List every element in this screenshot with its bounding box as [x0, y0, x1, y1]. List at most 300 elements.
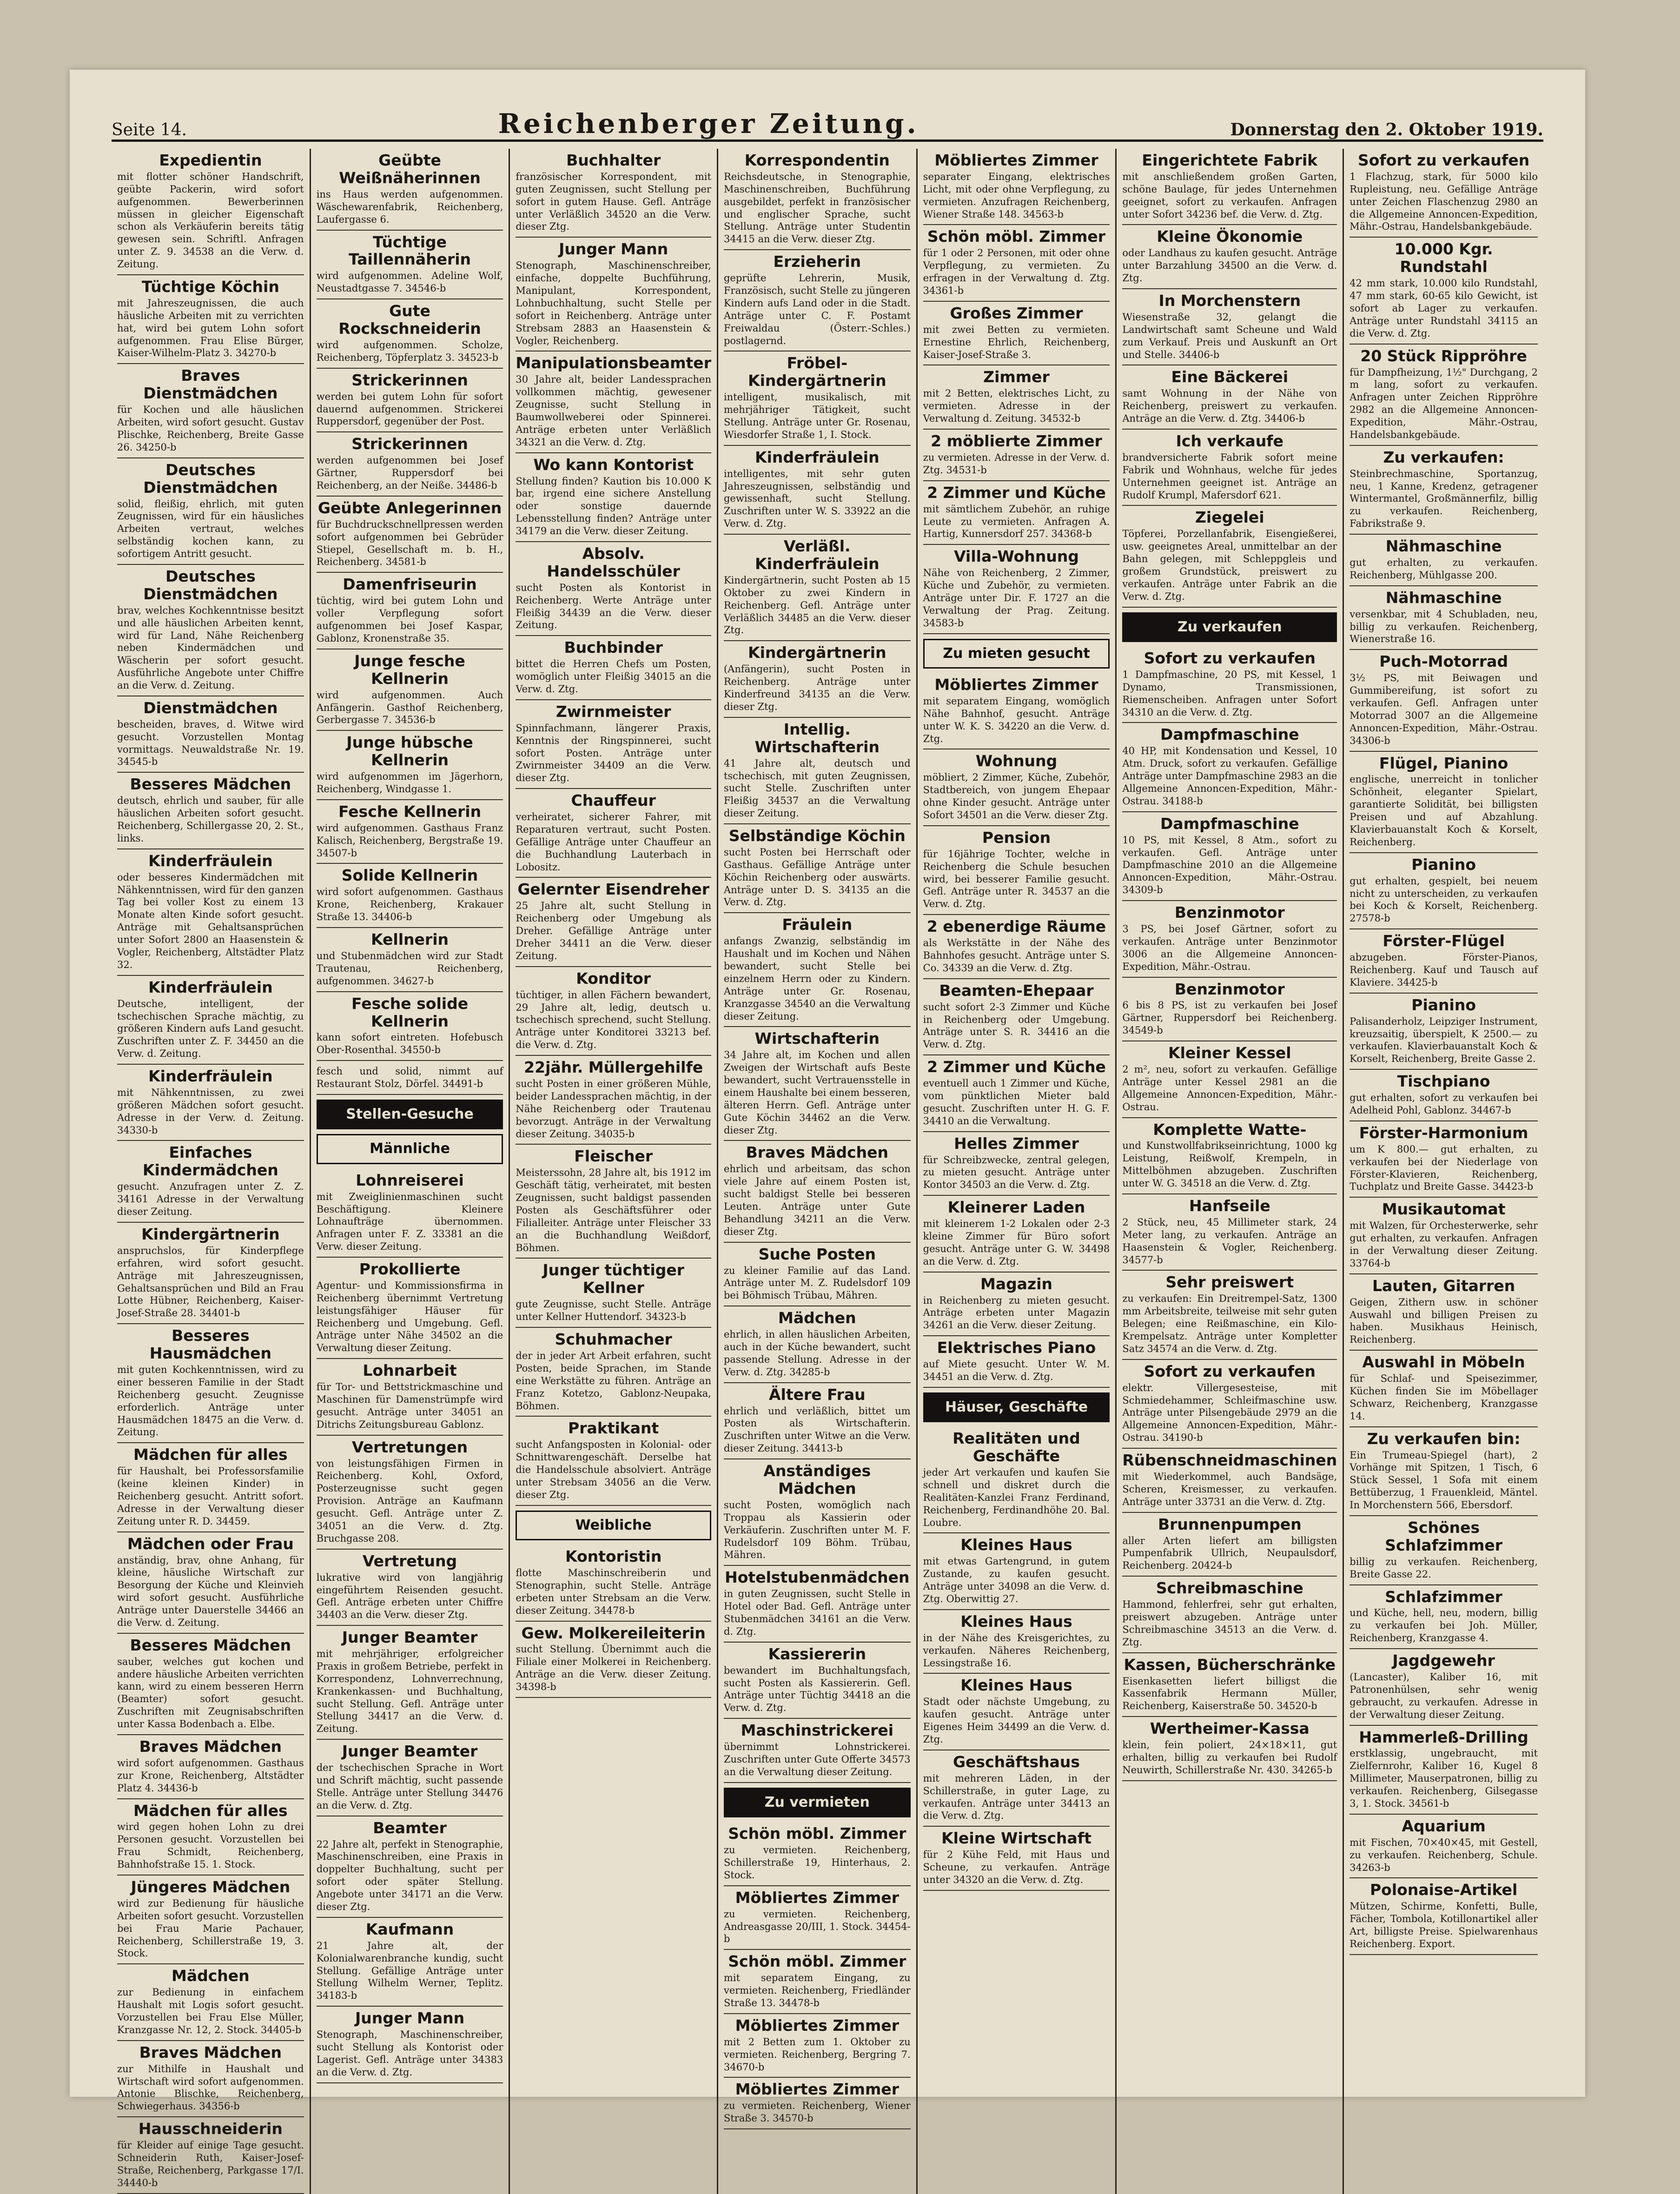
ad-heading: Kellnerin — [371, 930, 449, 948]
ad-text: ehrlich, in allen häuslichen Arbeiten, auch in der Küche bewandert, sucht passende Stellung. Adresse in der Verw. d. Ztg. 34285-b — [723, 1329, 911, 1378]
ad-text: zu vermieten. Reichenberg, Andreasgasse 20/III, 1. Stock. 34454-b — [723, 1908, 911, 1945]
ad-heading: 20 Stück Rippröhre — [1360, 346, 1527, 365]
classified-ad — [1349, 345, 1538, 446]
ad-text: ehrlich und arbeitsam, das schon viele Jahre auf einem Posten ist, sucht baldigst Stelle bei besseren Leuten. Anträge unter Gute Behandlung 34211 an die Verw. dieser Ztg. — [723, 1163, 911, 1237]
section-banner: Zu mieten gesucht — [923, 639, 1110, 669]
newspaper-title: Reichenberger Zeitung. — [498, 108, 919, 139]
classified-ad — [724, 351, 911, 445]
ad-text: abzugeben. Förster-Pianos, Reichenberg. Kauf und Tausch auf Klaviere. 34425-b — [1349, 952, 1538, 988]
ad-text: anspruchslos, für Kinderpflege erfahren, wird sofort gesucht. Anträge mit Jahreszeugnissen, Gehaltsansprüchen und Bild an Frau Lotte Hübner, Reichenberg, Kaiser-Josef-Straße 28. 34401-b — [117, 1245, 304, 1319]
ad-heading: Sofort zu verkaufen — [1357, 151, 1530, 169]
column-5 — [918, 149, 1117, 2194]
classified-ad — [1349, 446, 1538, 535]
ad-heading: Junge fesche Kellnerin — [354, 651, 465, 688]
classified-ad — [724, 2078, 911, 2129]
ad-text: sucht Posten, womöglich nach Troppau als Kassierin oder Verkäuferin. Zuschriften unter M. F. Rudelsdorf 109 Böhm. Trübau, Mähren. — [723, 1499, 911, 1561]
ad-text: kann sofort eintreten. Hofebusch Ober-Rosenthal. 34550-b — [316, 1032, 503, 1056]
ad-heading: Erzieherin — [773, 252, 861, 271]
ad-heading: Mädchen — [778, 1309, 856, 1327]
classified-ad — [317, 1169, 503, 1258]
column-4 — [718, 149, 918, 2194]
ad-text: und Kunstwollfabrikseinrichtung, 1000 kg Leistung, Reißwolf, Krempeln, in Mittelböhmen abzugeben. Zuschriften unter W. G. 34518 an die Verw. d. Ztg. — [1122, 1140, 1337, 1189]
classified-ad — [317, 497, 503, 573]
ad-heading: Besseres Mädchen — [130, 1636, 291, 1654]
ad-heading: Manipulationsbeamter — [516, 354, 711, 372]
ad-text: mit Zweiglinienmaschinen sucht Beschäftigung. Kleinere Lohnaufträge übernommen. Anfragen unter F. Z. 33381 an die Verw. dieser Zeitung. — [316, 1191, 503, 1253]
issue-date: Donnerstag den 2. Oktober 1919. — [1230, 120, 1543, 139]
ad-heading: Rübenschneidmaschinen — [1122, 1451, 1337, 1470]
section-banner: Zu verkaufen — [1122, 612, 1337, 642]
classified-ad — [117, 696, 304, 773]
ad-text: werden aufgenommen bei Josef Gärtner, Ruppersdorf bei Reichenberg, an der Neiße. 34486-b — [316, 455, 503, 491]
classified-ad — [1122, 1717, 1337, 1781]
classified-ad — [1122, 812, 1337, 901]
ad-text: geprüfte Lehrerin, Musik, Französisch, sucht Stelle zu jüngeren Kindern aufs Land oder in die Stadt. Anträge unter C. F. Postamt Freiwaldau (Österr.-Schles.) postlagernd. — [723, 272, 911, 346]
classified-ad — [1349, 1649, 1538, 1725]
classified-ad — [1349, 994, 1538, 1070]
ad-text: auf Miete gesucht. Unter W. M. 34451 an die Verw. d. Ztg. — [923, 1359, 1110, 1382]
ad-heading: Prokollierte — [359, 1260, 461, 1279]
ad-heading: Gute Rockschneiderin — [338, 302, 481, 338]
classified-ad — [1122, 1360, 1337, 1449]
ad-heading: 2 ebenerdige Räume — [926, 917, 1106, 936]
ad-text: mit Wiederkommel, auch Bandsäge, Scheren, Kreismesser, zu verkaufen. Anträge unter 33731 an die Verw. d. Ztg. — [1122, 1471, 1337, 1507]
classified-ad — [516, 967, 711, 1056]
ad-heading: Dampfmaschine — [1160, 814, 1299, 833]
ad-text: werden bei gutem Lohn für sofort dauernd aufgenommen. Strickerei Ruppersdorf, gegenüber der Post. — [316, 391, 503, 427]
section-banner: Häuser, Geschäfte — [923, 1392, 1110, 1422]
classified-ad — [117, 1324, 304, 1443]
ad-heading: Kassen, Bücherschränke — [1124, 1655, 1336, 1674]
classified-ad — [1122, 723, 1337, 812]
classified-ad — [117, 1964, 304, 2041]
classified-ad — [516, 878, 711, 967]
ad-text: aller Arten liefert am billigsten Pumpenfabrik Ullrich, Neupaulsdorf, Reichenberg. 20424-b — [1122, 1535, 1337, 1571]
classified-ad — [516, 1259, 711, 1328]
ad-text: Deutsche, intelligent, der tschechischen Sprache mächtig, zu größeren Kindern aufs Land gesucht. Zuschriften unter Z. F. 34450 an die Verw. d. Zeitung. — [117, 998, 304, 1060]
classified-ad — [724, 1886, 911, 1950]
classified-ad — [923, 149, 1110, 225]
ad-heading: Damenfriseurin — [343, 575, 477, 594]
ad-heading: Mädchen für alles — [133, 1445, 288, 1464]
ad-heading: Kleiner Kessel — [1168, 1044, 1291, 1062]
classified-ad — [1349, 586, 1538, 650]
ad-text: sucht Posten in einer größeren Mühle, beider Landessprachen mächtig, in der Nähe Reichenberg oder Trautenau bevorzugt. Anträge in der Verwaltung dieser Zeitung. 34035-b — [516, 1078, 711, 1140]
classified-ad — [516, 1056, 711, 1145]
classified-ad — [117, 849, 304, 976]
ad-text: Hammond, fehlerfrei, sehr gut erhalten, preiswert abzugeben. Anträge unter Schreibmaschine 34513 an die Verw. d. Ztg. — [1122, 1599, 1337, 1648]
classified-ad — [516, 789, 711, 878]
ad-heading: Sofort zu verkaufen — [1144, 649, 1316, 668]
ad-heading: Praktikant — [568, 1419, 659, 1438]
ad-text: sucht sofort 2-3 Zimmer und Küche in Reichenberg oder Umgebung. Anträge unter S. R. 34416 an die Verw. d. Ztg. — [923, 1001, 1110, 1050]
ad-heading: Konditor — [576, 969, 651, 988]
classified-ad — [1349, 929, 1538, 994]
ad-text: 3½ PS, mit Beiwagen und Gummibereifung, ist sofort zu verkaufen. Gefl. Anfragen unter Motorrad 3007 an die Allgemeine Annoncen-Expedition, Mähr.-Ostrau. 34306-b — [1349, 672, 1538, 746]
ad-heading: Großes Zimmer — [950, 304, 1083, 322]
ad-heading: Braves Dienstmädchen — [143, 366, 278, 403]
ad-heading: Puch-Motorrad — [1379, 652, 1508, 671]
ad-text: zu kleiner Familie auf das Land. Anträge unter M. Z. Rudelsdorf 109 bei Böhmisch Trübau, Mähren. — [723, 1265, 911, 1301]
ad-text: mit kleinerem 1-2 Lokalen oder 2-3 kleine Zimmer für Büro sofort gesucht. Anträge unter G. W. 34498 an die Verw. d. Ztg. — [923, 1218, 1110, 1267]
ad-text: brandversicherte Fabrik sofort meine Fabrik und Wohnhaus, welche für jedes Unternehmen geeignet ist. Anträge an Rudolf Krumpl, Mafersdorf 621. — [1122, 451, 1337, 501]
classified-ad — [117, 2041, 304, 2117]
classified-ad — [1122, 1449, 1337, 1513]
ad-text: Stellung finden? Kaution bis 10.000 K bar, irgend eine sichere Anstellung oder sonstige dauernde Lebensstellung finden? Anträge unter 34179 an die Verw. dieser Zeitung. — [516, 475, 711, 537]
classified-ad — [117, 1634, 304, 1735]
ad-text: gesucht. Anzufragen unter Z. Z. 34161 Adresse in der Verwaltung dieser Zeitung. — [117, 1181, 304, 1218]
classified-ad — [1122, 1513, 1337, 1577]
ad-heading: Buchhalter — [566, 151, 661, 169]
ad-heading: Sehr preiswert — [1165, 1273, 1294, 1292]
ad-heading: Schuhmacher — [555, 1330, 672, 1349]
ad-text: 1 Dampfmaschine, 20 PS, mit Kessel, 1 Dynamo, Transmissionen, Riemenscheiben. Anfragen unter Sofort 34310 an die Verw. d. Ztg. — [1122, 669, 1337, 718]
ad-heading: Junger Beamter — [342, 1628, 478, 1647]
ad-text: mit zwei Betten zu vermieten. Ernestine Ehrlich, Reichenberg, Kaiser-Josef-Straße 3. — [923, 324, 1110, 360]
classified-ad — [1122, 506, 1337, 607]
classified-ad — [117, 458, 304, 565]
ad-heading: Eingerichtete Fabrik — [1142, 151, 1318, 169]
ad-text: für Buchdruckschnellpressen werden sofort aufgenommen bei Gebrüder Stiepel, Gesellschaft m. b. H., Reichenberg. 34581-b — [316, 518, 503, 568]
ad-heading: Kleine Wirtschaft — [941, 1829, 1091, 1848]
ad-heading: Lohnreiserei — [356, 1171, 464, 1189]
classified-ad — [923, 365, 1110, 430]
classified-ad — [923, 302, 1110, 366]
ad-heading: Junger Mann — [355, 2009, 465, 2028]
ad-heading: Kinderfräulein — [148, 1067, 273, 1085]
ad-heading: Wohnung — [975, 752, 1058, 770]
classified-ad — [1349, 1516, 1538, 1585]
ad-heading: Kinderfräulein — [148, 851, 273, 870]
ad-text: Spinnfachmann, längerer Praxis, Kenntnis der Ringspinnerei, sucht sofort Posten. Anträge unter Zwirnmeister 34409 an die Verw. dieser Ztg. — [516, 722, 711, 784]
classified-ad — [516, 700, 711, 789]
ad-heading: Einfaches Kindermädchen — [142, 1143, 278, 1180]
classified-ad — [1122, 1577, 1337, 1653]
ad-heading: Jagdgewehr — [1392, 1651, 1495, 1670]
ad-heading: Zu verkaufen bin: — [1367, 1429, 1521, 1448]
ad-heading: Möbliertes Zimmer — [934, 675, 1098, 694]
ad-text: Palisanderholz, Leipziger Instrument, kreuzsaitig, überspielt, K 2500.— zu verkaufen. Klavierbauanstalt Koch & Korselt, Reichenberg, Breite Gasse 2. — [1349, 1015, 1538, 1065]
ad-heading: Möbliertes Zimmer — [735, 2080, 899, 2099]
classified-ad — [923, 1055, 1110, 1132]
ad-text: wird zur Bedienung für häusliche Arbeiten sofort gesucht. Vorzustellen bei Frau Marie Pachauer, Reichenberg, Schillerstraße 19, 3. Stock. — [117, 1897, 304, 1959]
ad-heading: Selbständige Köchin — [728, 827, 906, 845]
ad-heading: Solide Kellnerin — [341, 866, 478, 885]
ad-heading: Fesche solide Kellnerin — [351, 994, 469, 1030]
classified-ad — [724, 1459, 911, 1566]
ad-heading: Benzinmotor — [1174, 980, 1285, 998]
ad-heading: Kinderfräulein — [148, 978, 273, 996]
ad-text: in guten Zeugnissen, sucht Stelle in Hotel oder Bad. Gefl. Anträge unter Stubenmädchen 34161 an die Verw. d. Ztg. — [723, 1588, 911, 1637]
ad-text: 41 Jahre alt, deutsch und tschechisch, mit guten Zeugnissen, sucht Stelle. Zuschriften unter Fleißig 34537 an die Verwaltung dieser Zeitung. — [723, 757, 911, 819]
classified-ad — [117, 2117, 304, 2194]
classified-ad — [1349, 1815, 1538, 1879]
ad-text: tüchtiger, in allen Fächern bewandert, 29 Jahre alt, ledig, deutsch u. tschechisch sprechend, sucht Stellung. Anträge unter Konditorei 33213 bef. die Verw. d. Ztg. — [516, 989, 711, 1051]
ad-text: sucht Posten bei Herrschaft oder Gasthaus. Gefällige Anträge unter Köchin Reichenberg oder auswärts. Anträge unter D. S. 34135 an die Verw. d. Ztg. — [723, 846, 911, 908]
ad-heading: Pianino — [1411, 855, 1476, 874]
classified-ad — [117, 565, 304, 696]
classified-ad — [117, 773, 304, 849]
ad-heading: Absolv. Handelsschüler — [547, 544, 680, 580]
classified-ad — [923, 749, 1110, 826]
ad-text: Steinbrechmaschine, Sportanzug, neu, 1 Kanne, Kredenz, getragener Wintermantel, Großmännerfilz, billig zu verkaufen. Reichenberg, Fabrikstraße 9. — [1349, 468, 1538, 530]
classified-ad — [923, 826, 1110, 915]
ad-heading: Kassiererin — [768, 1644, 866, 1663]
ad-heading: Förster-Flügel — [1382, 932, 1505, 950]
classified-ad — [117, 1141, 304, 1223]
ad-text: Stadt oder nächste Umgebung, zu kaufen gesucht. Anträge unter Eigenes Heim 34499 an die Verw. d. Ztg. — [923, 1696, 1110, 1745]
classified-ad — [724, 1141, 911, 1242]
ad-heading: Schreibmaschine — [1156, 1579, 1303, 1597]
classified-ad — [317, 800, 503, 864]
ad-text: versenkbar, mit 4 Schubladen, neu, billig zu verkaufen. Reichenberg, Wienerstraße 16. — [1349, 608, 1538, 645]
classified-ad — [317, 299, 503, 369]
ad-heading: Kindergärtnerin — [141, 1225, 280, 1243]
ad-heading: Polonaise-Artikel — [1370, 1881, 1518, 1899]
classified-ad — [1349, 1351, 1538, 1427]
ad-text: gut erhalten, zu verkaufen. Reichenberg, Mühlgasse 200. — [1349, 557, 1538, 581]
ad-heading: Ziegelei — [1195, 508, 1264, 527]
classified-ad — [317, 650, 503, 731]
classified-ad — [923, 673, 1110, 749]
ad-text: erstklassig, ungebraucht, mit Zielfernrohr, Kaliber 16, Kugel 8 Millimeter, Mauserpatronen, billig zu verkaufen. Reichenberg, Gilsegasse 3, 1. Stock. 34561-b — [1349, 1748, 1538, 1809]
column-7 — [1344, 149, 1543, 2194]
ad-text: (Lancaster), Kaliber 16, mit Patronenhülsen, sehr wenig gebraucht, zu verkaufen. Adresse in der Verwaltung dieser Zeitung. — [1349, 1671, 1538, 1720]
classified-ad — [1349, 1274, 1538, 1351]
ad-heading: Kleines Haus — [960, 1612, 1072, 1631]
ad-text: der tschechischen Sprache in Wort und Schrift mächtig, sucht passende Stelle. Anträge unter Stellung 34476 an die Verw. d. Ztg. — [316, 1762, 503, 1811]
ad-heading: Buchbinder — [564, 638, 663, 657]
ad-text: 22 Jahre alt, perfekt in Stenographie, Maschinenschreiben, eine Praxis in doppelter Buchhaltung, sucht per sofort oder später Stellung. Angebote unter 34171 an die Verw. dieser Ztg. — [316, 1838, 503, 1912]
ad-heading: Geschäftshaus — [952, 1752, 1080, 1771]
ad-text: wird aufgenommen. Scholze, Reichenberg, Töpferplatz 3. 34523-b — [316, 339, 503, 363]
classified-ad — [923, 1273, 1110, 1337]
ad-text: sauber, welches gut kochen und andere häusliche Arbeiten verrichten kann, wird zu einem besseren Herrn (Beamter) sofort gesucht. Zuschriften mit Zeugnisabschriften unter Kassa Bodenbach a. Elbe. — [117, 1656, 304, 1730]
classified-ad — [923, 1674, 1110, 1750]
ad-text: französischer Korrespondent, mit guten Zeugnissen, sucht Stellung per sofort in gutem Hause. Gefl. Anträge unter Verläßlich 34520 an die Verw. dieser Ztg. — [516, 171, 711, 232]
classified-ad — [1122, 1041, 1337, 1118]
classified-ad — [724, 250, 911, 351]
ad-text: mit 2 Betten, elektrisches Licht, zu vermieten. Adresse in der Verwaltung d. Zeitung. 34532-b — [923, 388, 1110, 424]
classified-ad — [1122, 289, 1337, 365]
classified-ad — [317, 432, 503, 497]
ad-text: bittet die Herren Chefs um Posten, womöglich unter Fleißig 34015 an die Verw. d. Ztg. — [516, 658, 711, 695]
ad-text: mit mehrjähriger, erfolgreicher Praxis in großem Betriebe, perfekt in Korrespondenz, Lohnverrechnung, Krankenkassen- und Buchhaltung, sucht Stellung. Gefl. Anträge unter Stellung 34417 an die Verw. d. Zeitung. — [316, 1648, 503, 1735]
ad-text: flotte Maschinschreiberin und Stenographin, sucht Stelle. Anträge erbeten unter Strebsam an die Verw. dieser Zeitung. 34478-b — [516, 1567, 711, 1616]
ad-heading: Ich verkaufe — [1176, 432, 1284, 450]
ad-heading: Nähmaschine — [1385, 537, 1502, 556]
classified-ad — [1122, 365, 1337, 430]
classified-ad — [516, 1417, 711, 1505]
ad-heading: Chauffeur — [571, 791, 656, 810]
ad-text: für Dampfheizung, 1½" Durchgang, 2 m lang, sofort zu verkaufen. Anfragen unter Zeichen Rippröhre 2982 an die Allgemeine Annoncen-Expedition, Mähr.-Ostrau, Handelsbankgebäude. — [1349, 366, 1538, 440]
ad-text: Agentur- und Kommissionsfirma in Reichenberg übernimmt Vertretung leistungsfähiger Häuser für Reichenberg und Umgebung. Gefl. Anträge unter Nähe 34502 an die Verwaltung dieser Zeitung. — [316, 1279, 503, 1354]
ad-text: Wiesenstraße 32, gelangt die Landwirtschaft samt Scheune und Wald zum Verkauf. Preis und Auskunft an Ort und Stelle. 34406-b — [1122, 311, 1337, 360]
ad-heading: Eine Bäckerei — [1171, 368, 1289, 386]
classified-ad — [317, 1258, 503, 1359]
classified-ad — [923, 915, 1110, 979]
classified-ad — [923, 1610, 1110, 1674]
ad-heading: Braves Mädchen — [139, 2043, 282, 2061]
classified-ad — [117, 976, 304, 1065]
classified-ad — [317, 573, 503, 649]
classified-ad — [724, 1027, 911, 1141]
ad-text: ehrlich und verläßlich, bittet um Posten als Wirtschafterin. Zuschriften unter Witwe an die Verw. dieser Zeitung. 34413-b — [723, 1405, 911, 1454]
classified-ad — [923, 1132, 1110, 1196]
ad-text: gut erhalten, gespielt, bei neuem nicht zu unterscheiden, zu verkaufen bei Koch & Korselt, Reichenberg. 27578-b — [1349, 875, 1538, 924]
classified-ad — [317, 1436, 503, 1550]
classified-ad — [1349, 1878, 1538, 1955]
ad-text: jeder Art verkaufen und kaufen Sie schnell und diskret durch die Realitäten-Kanzlei Franz Ferdinand, Reichenberg, Ferdinandhöhe 20. Bal. Loubre. — [923, 1467, 1110, 1528]
ad-columns — [112, 149, 1543, 2188]
ad-text: 3 PS, bei Josef Gärtner, sofort zu verkaufen. Anträge unter Benzinmotor 3006 an die Allgemeine Annoncen-Expedition, Mähr.-Ostrau. — [1122, 923, 1337, 972]
ad-heading: Möbliertes Zimmer — [735, 2016, 899, 2035]
classified-ad — [117, 1065, 304, 1141]
ad-text: lukrative wird von langjährig eingeführtem Reisenden gesucht. Gefl. Anträge erbeten unter Chiffre 34403 an die Verw. dieser Ztg. — [316, 1571, 503, 1621]
classified-ad — [516, 351, 711, 453]
ad-heading: Schön möbl. Zimmer — [728, 1952, 906, 1971]
classified-ad — [1349, 238, 1538, 344]
ad-heading: Wo kann Kontorist — [533, 455, 694, 474]
ad-heading: Sofort zu verkaufen — [1144, 1362, 1316, 1380]
classified-ad — [117, 1223, 304, 1324]
page-number: Seite 14. — [112, 120, 187, 139]
ad-text: oder besseres Kindermädchen mit Nähkenntnissen, wird für den ganzen Tag bei voller Kost zu einem 13 Monate alten Kinde sofort gesucht. Anträge mit Gehaltsansprüchen unter Sofort 2800 an Haasenstein & Vogler, Reichenberg, Altstädter Platz 32. — [117, 871, 304, 970]
ad-heading: Geübte Anlegerinnen — [317, 498, 502, 517]
ad-heading: Vertretungen — [351, 1438, 468, 1456]
ad-text: gut erhalten, sofort zu verkaufen bei Adelheid Pohl, Gablonz. 34467-b — [1349, 1092, 1538, 1116]
ad-heading: Helles Zimmer — [954, 1134, 1079, 1153]
classified-ad — [1349, 752, 1538, 853]
ad-text: klein, fein poliert, 24×18×11, gut erhalten, billig zu verkaufen bei Rudolf Neuwirth, Schillerstraße Nr. 430. 34265-b — [1122, 1739, 1337, 1776]
ad-heading: Kindergärtnerin — [748, 643, 886, 662]
ad-text: 40 HP, mit Kondensation und Kessel, 10 Atm. Druck, sofort zu verkaufen. Gefällige Anträge unter Dampfmaschine 2983 an die Allgemeine Annoncen-Expedition, Mähr.-Ostrau. 34188-b — [1122, 745, 1337, 807]
classified-ad — [117, 1443, 304, 1532]
classified-ad — [317, 1550, 503, 1626]
ad-text: (Anfängerin), sucht Posten in Reichenberg. Anträge unter Kinderfreund 34135 an die Verw. dieser Ztg. — [723, 663, 911, 712]
ad-text: 25 Jahre alt, sucht Stellung in Reichenberg oder Umgebung als Dreher. Gefällige Anträge unter Dreher 34411 an die Verw. dieser Zeitung. — [516, 900, 711, 961]
ad-text: verheiratet, sicherer Fahrer, mit Reparaturen vertraut, sucht Posten. Gefällige Anträge unter Chauffeur an die Buchhandlung Lauterbach in Lobositz. — [516, 811, 711, 873]
classified-ad — [1122, 901, 1337, 977]
classified-ad — [117, 1799, 304, 1876]
ad-text: als Werkstätte in der Nähe des Bahnhofes gesucht. Anträge unter S. Co. 34339 an die Verw. d. Ztg. — [923, 937, 1110, 974]
ad-heading: Mädchen für alles — [133, 1801, 288, 1820]
ad-heading: Beamter — [373, 1818, 447, 1837]
classified-ad — [724, 913, 911, 1027]
ad-text: intelligentes, mit sehr guten Jahreszeugnissen, selbständig und gewissenhaft, sucht Stellung. Zuschriften unter W. S. 33922 an die Verw. d. Ztg. — [723, 468, 911, 530]
ad-heading: Korrespondentin — [744, 151, 890, 169]
ad-text: zu verkaufen: Ein Dreitrempel-Satz, 1300 mm Arbeitsbreite, teilweise mit sehr guten Belegen; eine Reißmaschine, ein Kilo-Krempelsatz. Anträge unter Kompletter Satz 34574 an die Verw. d. Ztg. — [1122, 1293, 1337, 1354]
classified-ad — [516, 636, 711, 700]
ad-text: zu vermieten. Reichenberg, Wiener Straße 3. 34570-b — [723, 2100, 911, 2124]
classified-ad — [724, 1822, 911, 1886]
ad-heading: 22jähr. Müllergehilfe — [524, 1058, 703, 1077]
ad-heading: Beamten-Ehepaar — [939, 981, 1094, 1000]
classified-ad — [923, 1196, 1110, 1272]
ad-heading: 2 möblierte Zimmer — [931, 432, 1102, 450]
ad-text: mit separatem Eingang, womöglich Nähe Bahnhof, gesucht. Anträge unter W. K. S. 34220 an die Verw. d. Ztg. — [923, 695, 1110, 744]
classified-ad — [724, 1566, 911, 1642]
ad-text: brav, welches Kochkenntnisse besitzt und alle häuslichen Arbeiten kennt, wird für Land, Nähe Reichenberg neben Kindermädchen und Wäscherin per sofort gesucht. Ausführliche Angebote unter Chiffre an die Verw. d. Zeitung. — [117, 604, 304, 691]
ad-heading: Schön möbl. Zimmer — [728, 1824, 906, 1843]
ad-heading: Musikautomat — [1382, 1200, 1506, 1219]
ad-text: anfangs Zwanzig, selbständig im Haushalt und im Kochen und Nähen bewandert, sucht Stelle bei einzelnem Herrn oder zu Kindern. Anträge unter Gr. Rosenau, Kranzgasse 34540 an die Verwaltung dieser Zeitung. — [723, 935, 911, 1022]
ad-text: intelligent, musikalisch, mit mehrjähriger Tätigkeit, sucht Stellung. Anträge unter Gr. Rosenau, Wiesdorfer Straße 1, I. Stock. — [723, 391, 911, 440]
classified-ad — [1349, 1585, 1538, 1650]
ad-heading: Elektrisches Piano — [937, 1339, 1096, 1357]
classified-ad — [1122, 1653, 1337, 1717]
classified-ad — [724, 1383, 911, 1459]
ad-text: mit guten Kochkenntnissen, wird zu einer besseren Familie in der Stadt Reichenberg gesucht. Zeugnisse erforderlich. Anträge unter Hausmädchen 18475 an die Verw. d. Zeitung. — [117, 1364, 304, 1438]
ad-heading: Expedientin — [159, 151, 262, 169]
ad-heading: Villa-Wohnung — [954, 547, 1079, 566]
classified-ad — [1349, 853, 1538, 929]
ad-text: für 1 oder 2 Personen, mit oder ohne Verpflegung, zu vermieten. Zu erfragen in der Verwaltung d. Ztg. 34361-b — [923, 247, 1110, 296]
ad-heading: Kleines Haus — [960, 1536, 1072, 1554]
ad-heading: Kontoristin — [565, 1547, 662, 1566]
ad-heading: Geübte Weißnäherinnen — [339, 151, 481, 187]
ad-text: Stenograph, Maschinenschreiber, einfache, doppelte Buchführung, Manipulant, Korrespondent, Lohnbuchhaltung, sucht Stelle per sofort in Reichenberg. Anträge unter Strebsam 2883 an Haasenstein & Vogler, Reichenberg. — [516, 260, 711, 346]
ad-text: zu vermieten. Adresse in der Verw. d. Ztg. 34531-b — [923, 451, 1110, 476]
ad-heading: Wirtschafterin — [754, 1029, 880, 1048]
ad-heading: Gew. Molkereileiterin — [521, 1624, 706, 1642]
classified-ad — [117, 1876, 304, 1964]
ad-heading: Pension — [982, 828, 1051, 847]
ad-text: bescheiden, braves, d. Witwe wird gesucht. Vorzustellen Montag vormittags. Neuwaldstraße Nr. 19. 34545-b — [117, 718, 304, 768]
ad-text: in Reichenberg zu mieten gesucht. Anträge erbeten unter Magazin 34261 an die Verw. dieser Zeitung. — [923, 1294, 1110, 1331]
classified-ad — [923, 225, 1110, 301]
ad-text: für Kochen und alle häuslichen Arbeiten, wird sofort gesucht. Gustav Plischke, Reichenberg, Breite Gasse 26. 34250-b — [117, 404, 304, 453]
ad-text: eventuell auch 1 Zimmer und Küche, vom pünktlichen Mieter bald gesucht. Zuschriften unter H. G. F. 34410 an die Verwaltung. — [923, 1078, 1110, 1127]
ad-text: sucht Stellung. Übernimmt auch die Filiale einer Molkerei in Reichenberg. Anträge an die Verw. dieser Zeitung. 34398-b — [516, 1644, 711, 1693]
ad-text: Mützen, Schirme, Konfetti, Bulle, Fächer, Tombola, Kotillonartikel aller Art, billigste Preise. Spielwarenhaus Reichenberg. Export. — [1349, 1901, 1538, 1949]
ad-text: um K 800.— gut erhalten, zu verkaufen bei der Niederlage von Förster-Klavieren, Reichenberg, Tuchplatz und Breite Gasse. 34423-b — [1349, 1143, 1538, 1193]
ad-heading: Kleine Ökonomie — [1157, 227, 1303, 246]
ad-heading: Braves Mädchen — [746, 1143, 889, 1162]
ad-text: mit etwas Gartengrund, in gutem Zustande, zu kaufen gesucht. Anträge unter 34098 an die Verw. d. Ztg. Oberwittig 27. — [923, 1556, 1110, 1605]
ad-text: wird sofort aufgenommen. Gasthaus zur Krone, Reichenberg, Altstädter Platz 4. 34436-b — [117, 1757, 304, 1794]
ad-text: mit Nähkenntnissen, zu zwei größeren Mädchen sofort gesucht. Adresse in der Verw. d. Zeitung. 34330-b — [117, 1087, 304, 1136]
masthead — [112, 102, 1543, 142]
column-2 — [311, 149, 510, 2194]
ad-text: für Schreibzwecke, zentral gelegen, zu mieten gesucht. Anträge unter Kontor 34503 an die Verw. d. Ztg. — [923, 1154, 1110, 1191]
ad-text: mit Jahreszeugnissen, die auch häusliche Arbeiten mit zu verrichten hat, wird bei gutem Lohn sofort aufgenommen. Frau Elise Bürger, Kaiser-Wilhelm-Platz 3. 34270-b — [117, 297, 304, 359]
ad-text: 1 Flachzug, stark, für 5000 kilo Rupleistung, neu. Gefällige Anträge unter Zeichen Flaschenzug 2980 an die Allgemeine Annoncen-Expedition, Mähr.-Ostrau, Handelsbankgebäude. — [1349, 171, 1538, 232]
ad-heading: Schön möbl. Zimmer — [927, 227, 1106, 246]
classified-ad — [923, 1750, 1110, 1827]
classified-ad — [117, 364, 304, 458]
classified-ad — [516, 1545, 711, 1621]
ad-text: sucht Anfangsposten in Kolonial- oder Schnittwarengeschäft. Derselbe hat die Handelsschule absolviert. Anträge unter Strebsam 34056 an die Verw. dieser Ztg. — [516, 1439, 711, 1500]
ad-heading: 10.000 Kgr. Rundstahl — [1394, 240, 1493, 276]
ad-heading: Pianino — [1411, 995, 1476, 1014]
ad-text: wird aufgenommen. Adeline Wolf, Neustadtgasse 7. 34546-b — [316, 270, 503, 294]
ad-heading: Anständiges Mädchen — [763, 1462, 871, 1498]
classified-ad — [923, 481, 1110, 545]
classified-ad — [317, 1918, 503, 2007]
ad-heading: Magazin — [980, 1274, 1053, 1293]
ad-heading: Nähmaschine — [1385, 588, 1502, 607]
classified-ad — [516, 1622, 711, 1698]
classified-ad — [317, 1816, 503, 1918]
ad-text: deutsch, ehrlich und sauber, für alle häuslichen Arbeiten sofort gesucht. Reichenberg, Schillergasse 20, 2. St., links. — [117, 795, 304, 844]
ad-text: und Küche, hell, neu, modern, billig zu verkaufen bei Joh. Müller, Reichenberg, Kranzgasse 4. — [1349, 1607, 1538, 1644]
ad-text: in der Nähe des Kreisgerichtes, zu verkaufen. Näheres Reichenberg, Lessingstraße 16. — [923, 1632, 1110, 1669]
ad-text: mit mehreren Läden, in der Schillerstraße, in guter Lage, zu verkaufen. Anträge unter 34413 an die Verw. d. Ztg. — [923, 1772, 1110, 1822]
classified-ad — [516, 542, 711, 636]
ad-text: 34 Jahre alt, im Kochen und allen Zweigen der Wirtschaft aufs Beste bewandert, sucht Vertrauensstelle in einem Haushalte bei einem besseren, älteren Herrn. Gefl. Anträge unter Gute Köchin 34462 an die Verw. dieser Ztg. — [723, 1049, 911, 1136]
ad-heading: Dienstmädchen — [143, 698, 278, 717]
